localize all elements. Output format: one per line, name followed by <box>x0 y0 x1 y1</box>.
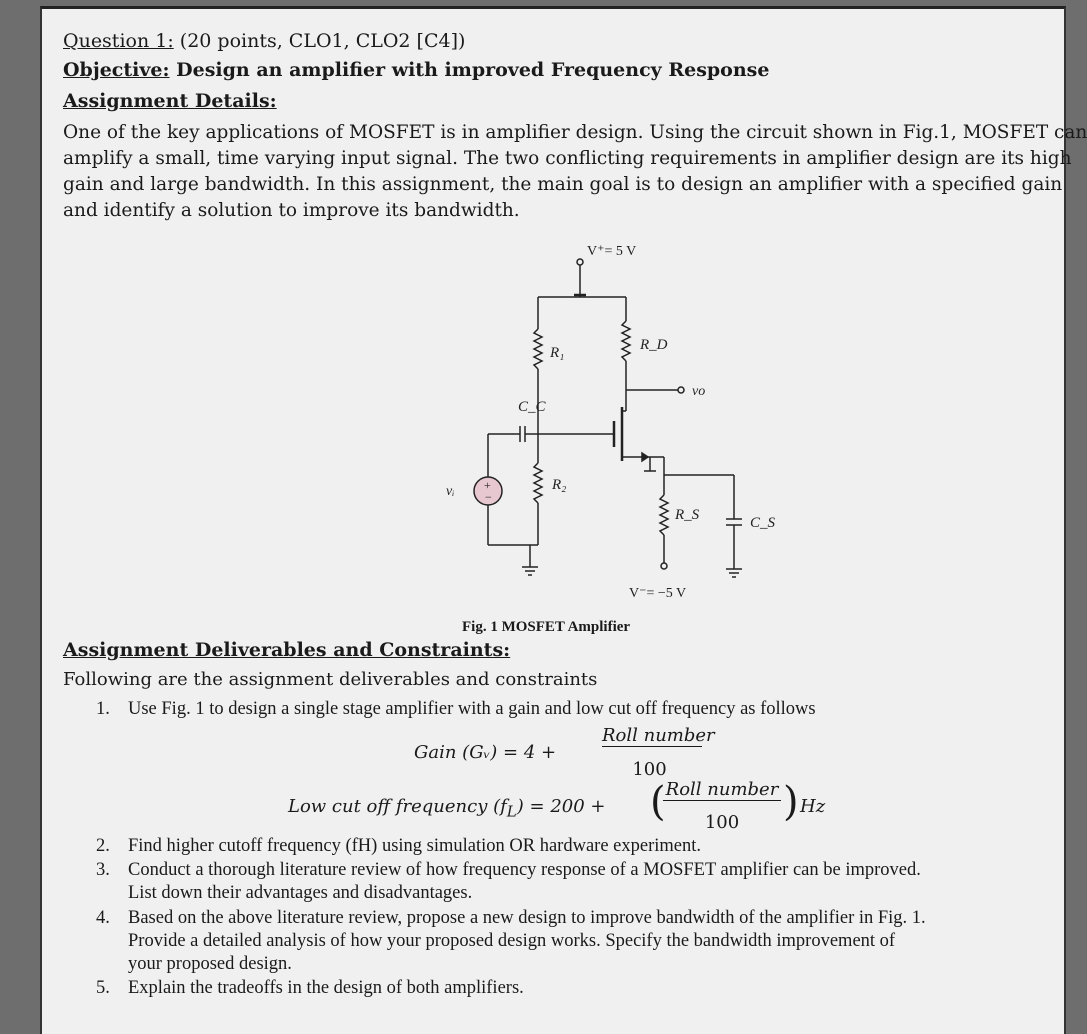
r1-label: R₁ <box>550 345 565 361</box>
list-item: Use Fig. 1 to design a single stage amplifier with a gain and low cut off frequency as follows <box>128 699 816 719</box>
assignment-page <box>40 6 1087 1034</box>
freq-lhs-tail: ) = 200 + <box>516 796 606 817</box>
r2-label: R₂ <box>552 477 567 493</box>
details-line: gain and large bandwidth. In this assignment, the main goal is to design an amplifier with a specified gain <box>63 174 1063 195</box>
list-number: 2. <box>96 836 110 856</box>
resistor-rd-icon <box>622 321 630 361</box>
cs-label: C_S <box>750 515 776 531</box>
freq-equation-lhs <box>288 796 605 821</box>
freq-denominator: 100 <box>704 812 740 833</box>
figure-caption: Fig. 1 MOSFET Amplifier <box>462 619 631 635</box>
freq-unit: Hz <box>800 796 826 817</box>
details-paragraph <box>63 120 1087 224</box>
right-paren: ) <box>783 779 799 825</box>
question-label: Question 1: <box>63 30 174 52</box>
freq-lhs: Low cut off frequency (f <box>288 796 507 817</box>
freq-lhs-sub: L <box>506 802 517 821</box>
list-item-continuation: List down their advantages and disadvantages. <box>128 883 473 903</box>
list-number: 4. <box>96 908 110 928</box>
list-item: Conduct a thorough literature review of how frequency response of a MOSFET amplifier can be improved. <box>128 860 921 880</box>
svg-text:−: − <box>485 490 492 504</box>
list-number: 1. <box>96 699 110 719</box>
deliverables-label: Assignment Deliverables and Constraints: <box>63 639 511 661</box>
left-paren: ( <box>650 779 666 825</box>
cc-label: C_C <box>518 399 546 415</box>
details-line: One of the key applications of MOSFET is in amplifier design. Using the circuit shown in Fig.1, MOSFET can <box>63 122 1087 143</box>
list-item-continuation: Provide a detailed analysis of how your proposed design works. Specify the bandwidth improvement of <box>128 931 896 951</box>
list-item-continuation: your proposed design. <box>128 954 292 974</box>
deliverables-intro: Following are the assignment deliverables and constraints <box>63 669 598 690</box>
list-number: 3. <box>96 860 110 880</box>
details-line: amplify a small, time varying input signal. The two conflicting requirements in amplifier design are its high <box>63 148 1072 169</box>
list-number: 5. <box>96 978 110 998</box>
objective-label: Objective: <box>63 59 170 81</box>
vi-label: vᵢ <box>446 484 455 499</box>
objective-line <box>63 59 769 81</box>
details-line: and identify a solution to improve its bandwidth. <box>63 200 520 221</box>
svg-text:+: + <box>484 478 491 492</box>
vplus-terminal-icon <box>577 259 583 265</box>
vminus-label: V⁻= −5 V <box>629 586 687 601</box>
question-meta: (20 points, CLO1, CLO2 [C4]) <box>179 30 466 52</box>
resistor-rs-icon <box>660 495 668 535</box>
gain-equation-lhs: Gain (Gᵥ) = 4 + <box>414 742 557 763</box>
question-header <box>63 30 465 52</box>
mosfet-amplifier-schematic <box>382 229 776 609</box>
list-item: Explain the tradeoffs in the design of both amplifiers. <box>128 978 524 998</box>
gain-denominator: 100 <box>632 759 667 780</box>
resistor-r1-icon <box>534 329 542 369</box>
details-label: Assignment Details: <box>63 90 277 112</box>
resistor-r2-icon <box>534 463 542 503</box>
list-item: Based on the above literature review, propose a new design to improve bandwidth of the amplifier in Fig. 1. <box>128 908 926 928</box>
objective-text: Design an amplifier with improved Frequency Response <box>176 59 770 81</box>
list-item: Find higher cutoff frequency (fH) using simulation OR hardware experiment. <box>128 836 702 856</box>
rd-label: R_D <box>640 337 668 353</box>
vplus-label: V⁺= 5 V <box>587 244 637 259</box>
vo-label: vo <box>692 384 706 399</box>
freq-numerator: Roll number <box>663 779 781 801</box>
gain-numerator: Roll number <box>602 725 715 746</box>
rs-label: R_S <box>675 507 700 523</box>
